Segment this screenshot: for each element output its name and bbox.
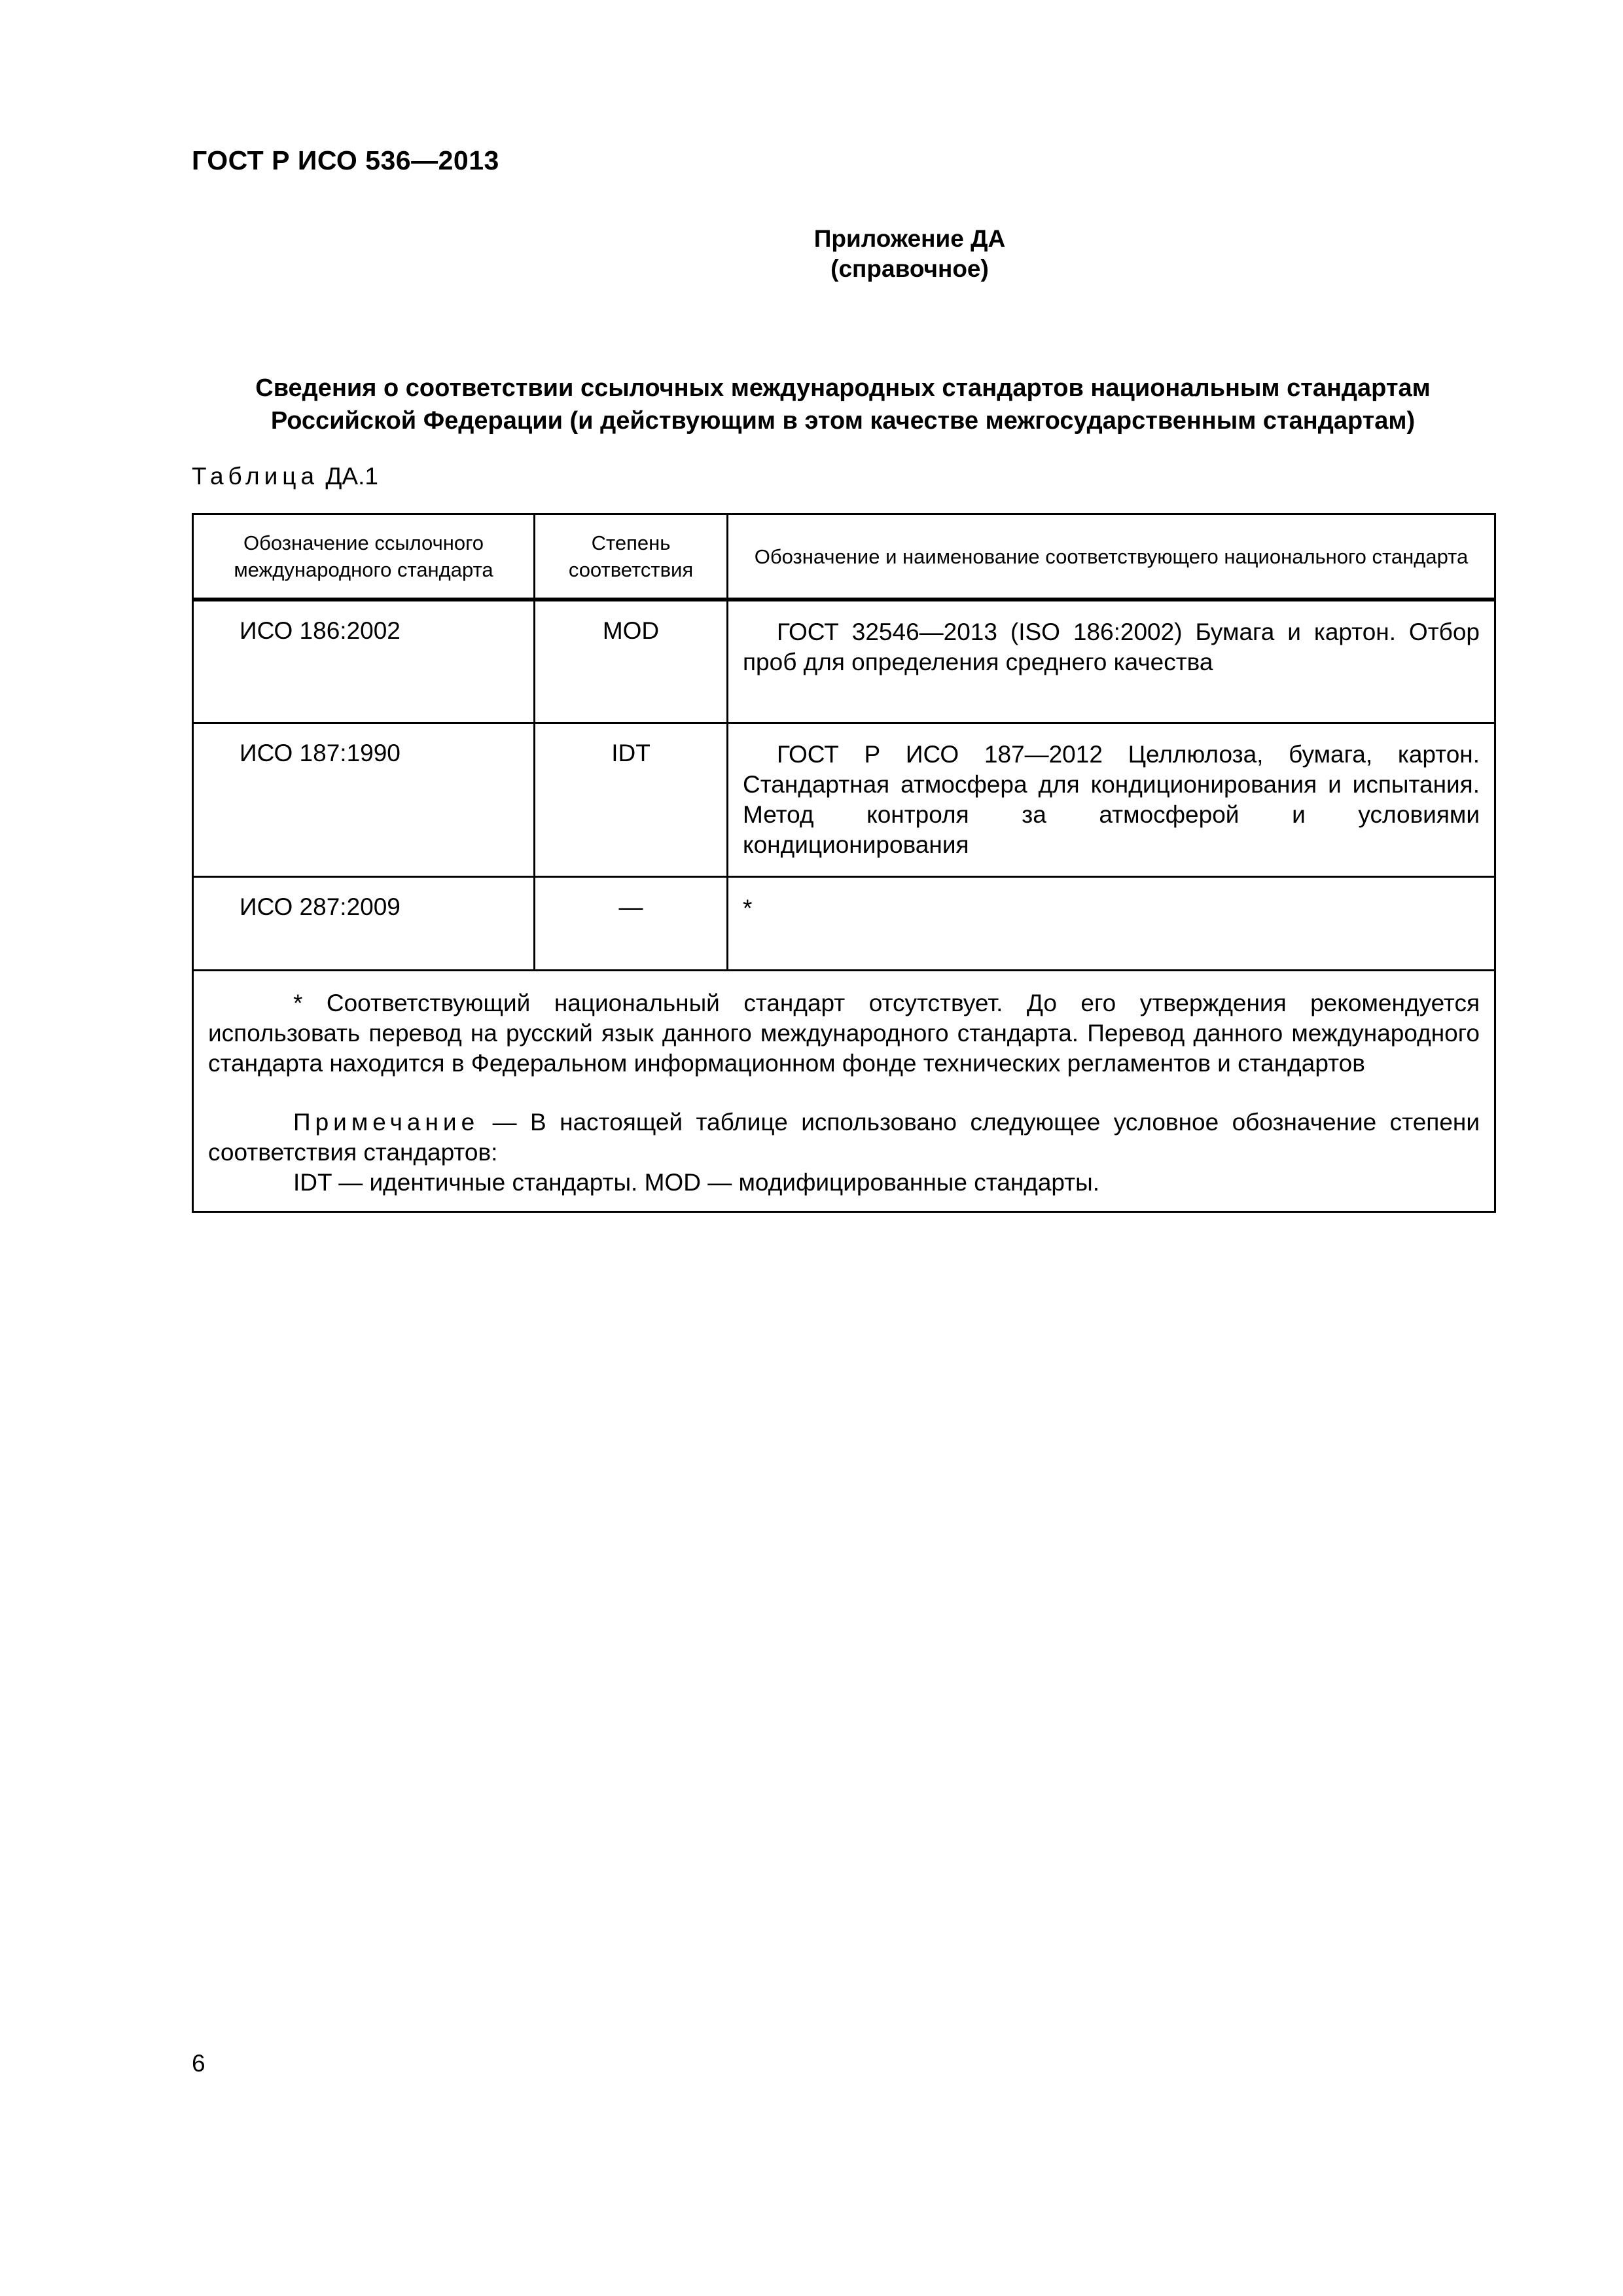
table-footnote-cell: [193, 971, 1495, 1212]
table-row: [193, 723, 1495, 877]
heading-line-1: Сведения о соответствии ссылочных международных стандартов национальным стандартам: [255, 374, 1431, 402]
footnote-text: * Соответствующий национальный стандарт отсутствует. До его утверждения рекомендуется использовать перевод на русский язык данного международного стандарта. Перевод данного международного стандарта находится в Федеральном информационном фонде технических регламентов и стандартов: [208, 990, 1480, 1077]
cell-national-standard: *: [728, 877, 1495, 971]
note-legend-text: IDT — идентичные стандарты. MOD — модифицированные стандарты.: [293, 1169, 1100, 1196]
footnote: [208, 988, 1480, 1079]
table-row: [193, 877, 1495, 971]
heading-line-2: Российской Федерации (и действующим в этом качестве межгосударственным стандартам): [270, 407, 1416, 435]
document-code: ГОСТ Р ИСО 536—2013: [192, 145, 499, 175]
appendix-title-block: [654, 224, 1165, 284]
table-caption: [192, 463, 378, 490]
national-standard-text: ГОСТ Р ИСО 187—2012 Целлюлоза, бумага, картон. Стандартная атмосфера для кондиционирования и испытания. Метод контроля за атмосферой и условиями кондиционирования: [743, 741, 1480, 858]
appendix-type: (справочное): [830, 255, 989, 282]
cell-degree: IDT: [535, 723, 728, 877]
cell-reference: ИСО 186:2002: [193, 600, 535, 723]
note-label: Примечание: [293, 1109, 480, 1136]
table-row: [193, 600, 1495, 723]
cell-degree: MOD: [535, 600, 728, 723]
table-caption-number: ДА.1: [325, 463, 378, 490]
table-header-row: [193, 514, 1495, 600]
cell-reference: ИСО 187:1990: [193, 723, 535, 877]
note-text: — В настоящей таблице использовано следующее условное обозначение степени соответствия стандартов:: [208, 1109, 1480, 1166]
note-legend: [208, 1168, 1480, 1198]
table-footnote-row: [193, 971, 1495, 1212]
header-reference-standard: Обозначение ссылочного международного стандарта: [193, 514, 535, 600]
standards-correspondence-table: [192, 513, 1496, 1213]
header-national-standard: Обозначение и наименование соответствующего национального стандарта: [728, 514, 1495, 600]
section-heading: [192, 372, 1494, 437]
table-caption-word: Таблица: [192, 463, 319, 490]
header-degree: Степень соответствия: [535, 514, 728, 600]
page-number: 6: [192, 2050, 205, 2077]
appendix-title: Приложение ДА: [813, 225, 1006, 252]
national-standard-text: ГОСТ 32546—2013 (ISO 186:2002) Бумага и картон. Отбор проб для определения среднего качества: [743, 619, 1480, 675]
cell-national-standard: [728, 723, 1495, 877]
cell-reference: ИСО 287:2009: [193, 877, 535, 971]
cell-degree: —: [535, 877, 728, 971]
note: [208, 1107, 1480, 1168]
cell-national-standard: [728, 600, 1495, 723]
